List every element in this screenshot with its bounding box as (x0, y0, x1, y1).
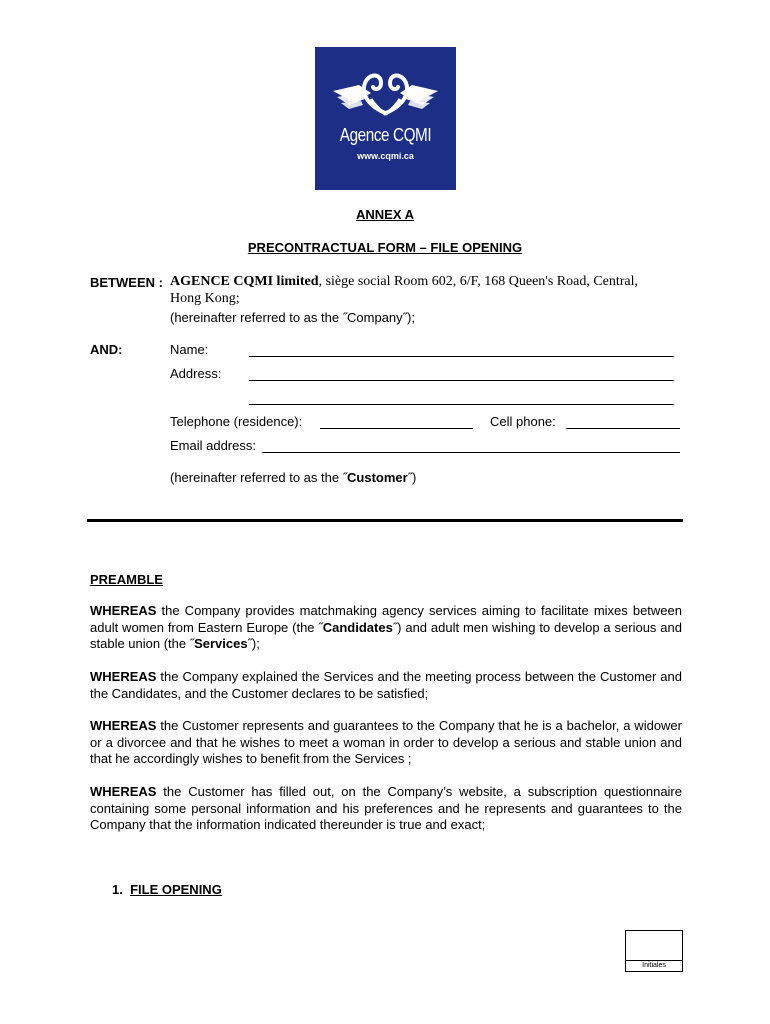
preamble-heading: PREAMBLE (90, 572, 163, 587)
company-name: AGENCE CQMI limited (170, 274, 319, 289)
customer-term: Customer (347, 470, 408, 485)
email-field[interactable] (262, 452, 680, 453)
whereas-1: WHEREAS (90, 603, 157, 618)
email-label: Email address: (170, 438, 256, 453)
candidates-term: Candidates (322, 619, 393, 635)
cell-phone-label: Cell phone: (490, 414, 556, 429)
company-address-line2: Hong Kong; (170, 291, 240, 306)
preamble-paragraph-3 (90, 718, 682, 768)
whereas-4: WHEREAS (90, 784, 157, 799)
logo-title: Agence CQMI (339, 125, 432, 145)
name-label: Name: (170, 342, 209, 357)
telephone-field[interactable] (320, 428, 473, 429)
p1-text-a: the Company provides matchmaking agency services aiming to facilitate mixes between adult women from Eastern Europe (the ˝ (90, 603, 682, 635)
section-1-number: 1. (112, 882, 123, 897)
swans-icon (315, 47, 456, 127)
section-1-heading (112, 882, 222, 897)
p1-text-b: ˝) and adult men wishing to develop a serious and stable union (the ˝ (90, 619, 682, 651)
p2-text: the Company explained the Services and the meeting process between the Customer and the Candidates, and the Customer declares to be satisfied; (90, 669, 682, 701)
p4-text: the Customer has filled out, on the Company’s website, a subscription questionnaire containing some personal information and his preferences and he represents and guarantees to the Company that the information indicated thereunder is true and exact; (90, 784, 682, 832)
and-label: AND: (90, 342, 123, 357)
form-title: PRECONTRACTUAL FORM – FILE OPENING (247, 240, 523, 255)
customer-referred-post: ˝) (407, 470, 417, 485)
company-referred (170, 310, 415, 325)
company-referred-text: (hereinafter referred to as the ˝Company˝); (170, 310, 415, 325)
section-1-title: FILE OPENING (130, 882, 222, 897)
customer-referred (170, 470, 416, 485)
company-address (170, 274, 690, 290)
name-field[interactable] (249, 356, 674, 357)
section-divider (87, 519, 683, 522)
whereas-3: WHEREAS (90, 718, 157, 733)
logo-url: www.cqmi.ca (357, 151, 414, 161)
annex-heading: ANNEX A (355, 207, 415, 222)
services-term: Services (194, 636, 248, 651)
address-field-line2[interactable] (249, 404, 674, 405)
whereas-2: WHEREAS (90, 669, 157, 684)
address-label: Address: (170, 366, 222, 381)
between-label: BETWEEN : (90, 275, 163, 290)
company-address-line1: , siège social Room 602, 6/F, 168 Queen's Road, Central, (318, 274, 639, 289)
customer-referred-pre: (hereinafter referred to as the ˝ (170, 470, 348, 485)
preamble-paragraph-2 (90, 669, 682, 702)
preamble-paragraph-1 (90, 603, 682, 653)
telephone-label: Telephone (residence): (170, 414, 303, 429)
preamble-paragraph-4 (90, 784, 682, 834)
p1-text-c: ˝); (247, 636, 260, 651)
cell-phone-field[interactable] (566, 428, 680, 429)
agency-logo (315, 47, 456, 190)
address-field-line1[interactable] (249, 380, 674, 381)
initials-label: Initiales (625, 960, 683, 969)
p3-text: the Customer represents and guarantees to the Company that he is a bachelor, a widower or a divorcee and that he wishes to meet a woman in order to develop a serious and stable union and that he accordingly wishes to benefit from the Services ; (90, 718, 682, 766)
